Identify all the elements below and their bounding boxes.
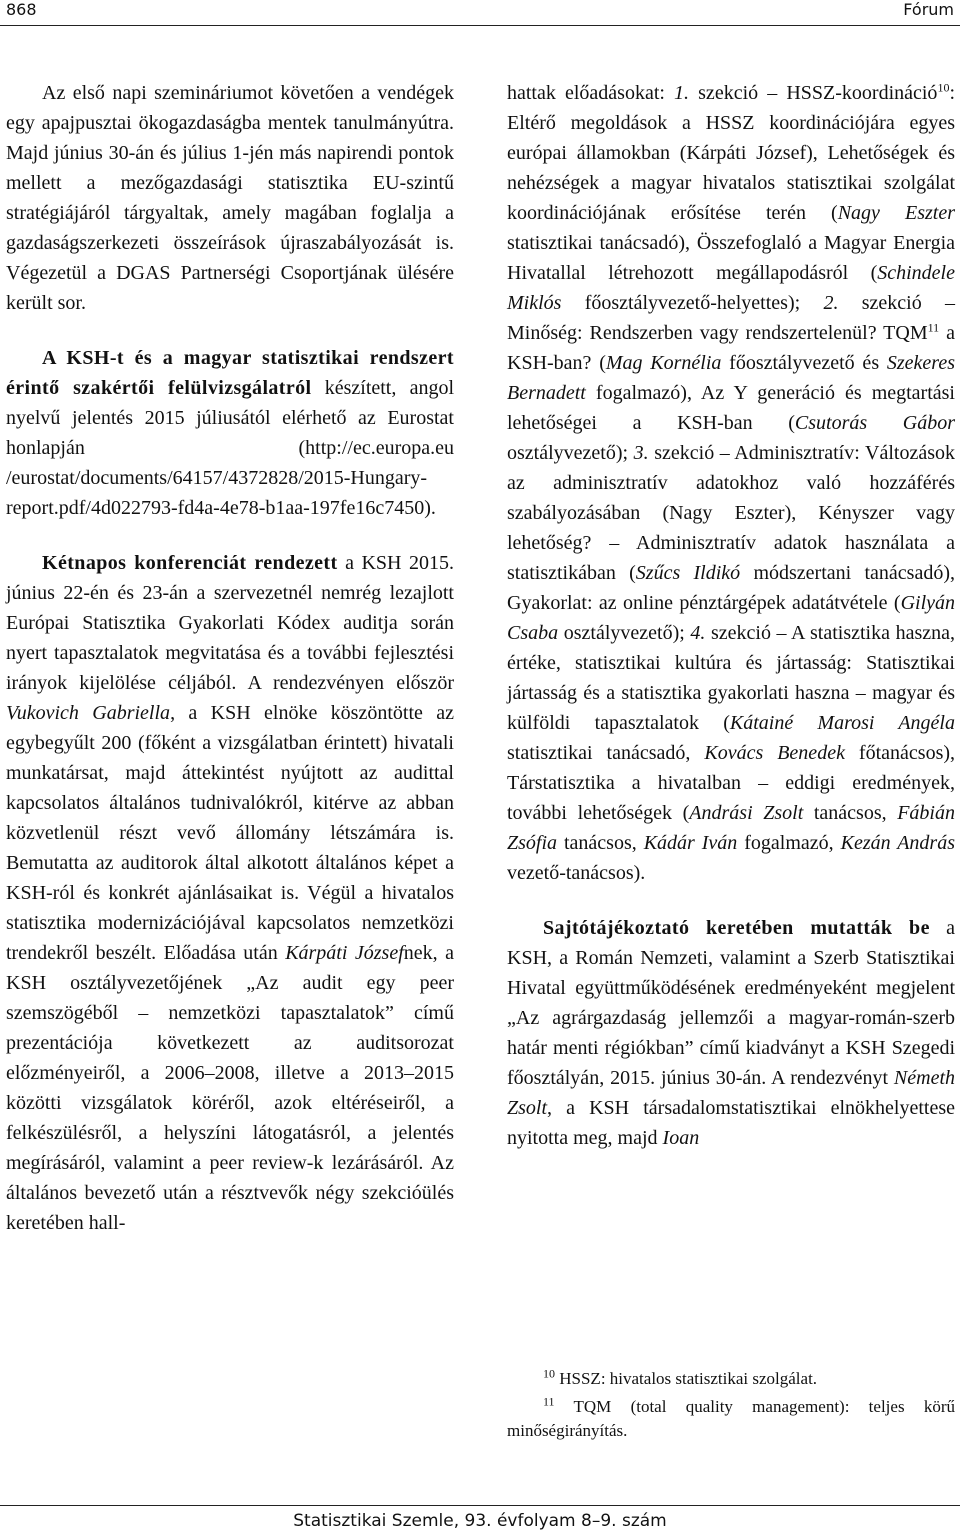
running-head: Fórum	[903, 0, 954, 19]
page-footer: Statisztikai Szemle, 93. évfolyam 8–9. szám	[293, 1511, 667, 1531]
page-header	[0, 0, 960, 24]
paragraph-expert-review: A KSH-t és a magyar statisztikai rendszert érintő szakértői felülvizsgálatról készített, angol nyelvű jelentés 2015 júliusától elérhető az Eurostat honlapján (http://ec.europa.eu /eurostat/documents/64157/4372828/2015-Hungary-report.pdf/4d022793-fd4a-4e78-b1aa-197fe16c7450).	[6, 347, 455, 519]
paragraph-lead: Kétnapos konferenciát rendezett	[42, 552, 338, 574]
paragraph-sections: hattak előadásokat: 1. szekció – HSSZ-koordináció$^{10}$: Eltérő megoldások a HSSZ koordinációjára egyes európai államokban (Kárpáti József), Lehetőségek és nehézségek a magyar hivatalos statisztikai szolgálat koordinációjának erősítése terén (Nagy Eszter statisztikai tanácsadó), Összefoglaló a Magyar Energia Hivatallal létrehozott megállapodásról (Schindele Miklós főosztályvezető-helyettes); 2. szekció – Minőség: Rendszerben vagy rendszertelenül? TQM$^{11}$ a KSH-ban? (Mag Kornélia főosztályvezető és Szekeres Bernadett fogalmazó), Az Y generáció és megtartási lehetőségei a KSH-ban (Csutorás Gábor osztályvezető); 3. szekció – Adminisztratív: Változások az adminisztratív adatokhoz való hozzáférés szabályozásában (Nagy Eszter), Kényszer vagy lehetőség? – Adminisztratív adatok használata a statisztikában (Szűcs Ildikó módszertani tanácsadó), Gyakorlat: az online pénztárgépek adatátvétele (Gilyán Csaba osztályvezető); 4. szekció – A statisztika haszna, értéke, statisztikai kultúra és jártasság: Statisztikai jártasság és a statisztika gyakorlati haszna – magyar és külföldi tapasztalatok (Kátainé Marosi Angéla statisztikai tanácsadó, Kovács Benedek főtanácsos), Társtatisztika a hivatalban – eddigi eredmények, további lehetőségek (Andrási Zsolt tanácsos, Fábián Zsófia tanácsos, Kádár Iván fogalmazó, Kezán András vezető-tanácsos).	[507, 80, 956, 884]
footnote-number: 10	[543, 1366, 555, 1381]
right-column	[507, 78, 955, 1153]
page-number: 868	[6, 0, 37, 19]
footnote: $^{11}$ TQM (total quality management): teljes körű minőségirányítás.	[507, 1394, 955, 1440]
footnote-number: 11	[543, 1394, 555, 1409]
footnotes	[507, 1367, 955, 1447]
footer-rule	[0, 1505, 960, 1506]
paragraph-lead: A KSH-t és a magyar statisztikai rendszert érintő szakértői felülvizsgálatról	[6, 347, 454, 399]
header-rule	[0, 25, 960, 26]
footnote-ref: 11	[927, 320, 940, 335]
paragraph-press-conference: Sajtótájékoztató keretében mutatták be a KSH, a Román Nemzeti, valamint a Szerb Statisztikai Hivatal együttműködésének eredményeként megjelent „Az agrárgazdaság jellemzői a magyar-román-szerb határ menti régiókban” című kiadványt a KSH Szegedi főosztályán, 2015. június 30-án. A rendezvényt Németh Zsolt, a KSH társadalomstatisztikai elnökhelyettese nyitotta meg, majd Ioan	[507, 917, 955, 1149]
paragraph-lead: Sajtótájékoztató keretében mutatták be	[543, 917, 930, 939]
left-column	[6, 78, 454, 1238]
paragraph-seminar: Az első napi szemináriumot követően a vendégek egy apajpusztai ökogazdaságba mentek tanulmányútra. Majd június 30-án és július 1-jén más napirendi pontok mellett a mezőgazdasági statisztika EU-szintű stratégiájáról tárgyaltak, amely magában foglalja a gazdaságszerkezeti összeírások újraszabályozását is. Végezetül a DGAS Partnerségi Csoportjának ülésére került sor.	[6, 82, 454, 314]
footnote-ref: 10	[937, 80, 950, 95]
footnote: $^{10}$ HSSZ: hivatalos statisztikai szolgálat.	[543, 1366, 818, 1388]
paragraph-conference: Kétnapos konferenciát rendezett a KSH 2015. június 22-én és 23-án a szervezetnél nemrég lezajlott Európai Statisztika Gyakorlati Kódex auditja során nyert tapasztalatok megvitatása és a további fejlesztési irányok kijelölése céljából. A rendezvényen először Vukovich Gabriella, a KSH elnöke köszöntötte az egybegyűlt 200 (főként a vizsgálatban érintett) hivatali munkatársat, majd áttekintést nyújtott az audittal kapcsolatos általános tudnivalókról, kitérve az abban közvetlenül részt vevő állomány létszámára is. Bemutatta az auditorok által alkotott általános képet a KSH-ról és konkrét ajánlásaikat is. Végül a hivatalos statisztika modernizációjával kapcsolatos nemzetközi trendekről beszélt. Előadása után Kárpáti Józsefnek, a KSH osztályvezetőjének „Az audit egy peer szemszögéből – nemzetközi tapasztalatok” című prezentációja következett az auditsorozat előzményeiről, a 2006–2008, illetve a 2013–2015 közötti vizsgálatok köréről, azok eltéréseiről, a felkészülésről, a helyszíni látogatásról, a jelentés megírásáról, valamint a peer review-k lezárásáról. Az általános bevezető után a résztvevők négy szekcióülés keretében hall-	[6, 552, 454, 1234]
